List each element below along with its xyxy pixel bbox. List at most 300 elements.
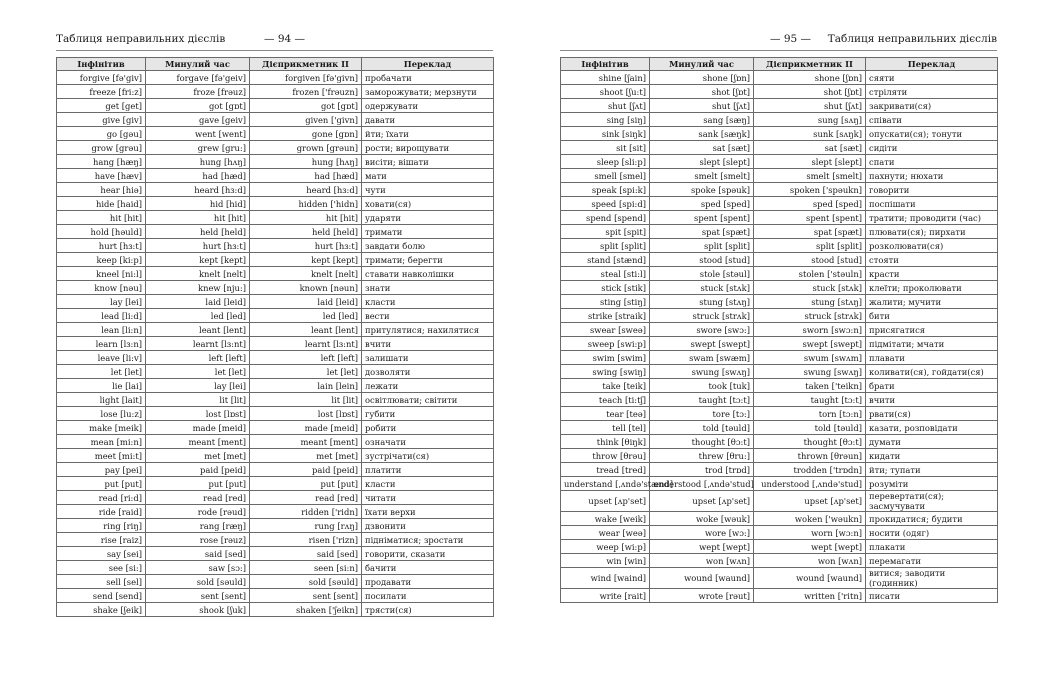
cell-past-simple: sent [sent] — [146, 589, 250, 603]
page-number: — 94 — — [264, 33, 306, 45]
cell-translation: плакати — [866, 540, 998, 554]
cell-infinitive: hide [haid] — [57, 197, 146, 211]
cell-past-participle: swum [swʌm] — [754, 351, 866, 365]
cell-past-simple: rang [ræŋ] — [146, 519, 250, 533]
cell-infinitive: tell [tel] — [561, 421, 650, 435]
cell-translation: тратити; проводити (час) — [866, 211, 998, 225]
cell-past-simple: spoke [spəuk] — [650, 183, 754, 197]
cell-past-simple: lit [lit] — [146, 393, 250, 407]
cell-translation: бити — [866, 309, 998, 323]
cell-past-simple: won [wʌn] — [650, 554, 754, 568]
cell-past-participle: gone [gɒn] — [250, 127, 362, 141]
table-row — [57, 113, 494, 127]
cell-translation: підмітати; мчати — [866, 337, 998, 351]
cell-past-participle: slept [slept] — [754, 155, 866, 169]
cell-infinitive: tread [tred] — [561, 463, 650, 477]
cell-translation: залишати — [362, 351, 494, 365]
cell-infinitive: learn [lɜ:n] — [57, 337, 146, 351]
cell-past-participle: stood [stud] — [754, 253, 866, 267]
cell-past-simple: stood [stud] — [650, 253, 754, 267]
cell-past-simple: swept [swept] — [650, 337, 754, 351]
cell-past-simple: shook [ʃuk] — [146, 603, 250, 617]
cell-translation: брати — [866, 379, 998, 393]
cell-translation: їхати верхи — [362, 505, 494, 519]
table-row — [561, 379, 998, 393]
cell-translation: плавати — [866, 351, 998, 365]
cell-translation: дозволяти — [362, 365, 494, 379]
cell-infinitive: speed [spi:d] — [561, 197, 650, 211]
cell-translation: продавати — [362, 575, 494, 589]
cell-translation: ховати(ся) — [362, 197, 494, 211]
cell-past-participle: read [red] — [250, 491, 362, 505]
cell-past-participle: heard [hɜ:d] — [250, 183, 362, 197]
cell-past-participle: kept [kept] — [250, 253, 362, 267]
cell-past-participle: won [wʌn] — [754, 554, 866, 568]
cell-translation: прокидатися; будити — [866, 512, 998, 526]
table-row — [561, 197, 998, 211]
cell-infinitive: grow [grəu] — [57, 141, 146, 155]
table-row — [561, 127, 998, 141]
cell-past-participle: learnt [lɜ:nt] — [250, 337, 362, 351]
cell-past-participle: wept [wept] — [754, 540, 866, 554]
cell-infinitive: send [send] — [57, 589, 146, 603]
cell-past-participle: hurt [hɜ:t] — [250, 239, 362, 253]
cell-translation: перевертати(ся); засмучувати — [866, 491, 998, 512]
cell-infinitive: sell [sel] — [57, 575, 146, 589]
cell-past-simple: shot [ʃɒt] — [650, 85, 754, 99]
table-row — [57, 519, 494, 533]
cell-infinitive: shoot [ʃu:t] — [561, 85, 650, 99]
cell-past-participle: grown [grəun] — [250, 141, 362, 155]
cell-translation: розуміти — [866, 477, 998, 491]
cell-past-simple: smelt [smelt] — [650, 169, 754, 183]
running-title: Таблиця неправильних дієслів — [827, 33, 997, 45]
cell-past-participle: left [left] — [250, 351, 362, 365]
cell-translation: тримати — [362, 225, 494, 239]
cell-translation: робити — [362, 421, 494, 435]
cell-infinitive: lose [lu:z] — [57, 407, 146, 421]
cell-past-participle: met [met] — [250, 449, 362, 463]
cell-infinitive: shine [ʃain] — [561, 71, 650, 85]
table-row — [561, 211, 998, 225]
cell-past-participle: spoken ['spəukn] — [754, 183, 866, 197]
cell-past-simple: knew [nju:] — [146, 281, 250, 295]
cell-infinitive: hold [həuld] — [57, 225, 146, 239]
cell-past-simple: took [tuk] — [650, 379, 754, 393]
cell-past-participle: worn [wɔ:n] — [754, 526, 866, 540]
cell-infinitive: shut [ʃʌt] — [561, 99, 650, 113]
right-page — [560, 0, 997, 601]
table-row — [57, 253, 494, 267]
cell-infinitive: let [let] — [57, 365, 146, 379]
cell-infinitive: hear [hiə] — [57, 183, 146, 197]
cell-past-simple: lost [lɒst] — [146, 407, 250, 421]
cell-past-participle: risen ['rizn] — [250, 533, 362, 547]
cell-past-simple: wore [wɔ:] — [650, 526, 754, 540]
table-row — [57, 183, 494, 197]
cell-past-participle: said [sed] — [250, 547, 362, 561]
cell-past-participle: meant [ment] — [250, 435, 362, 449]
table-row — [57, 239, 494, 253]
cell-translation: стріляти — [866, 85, 998, 99]
cell-infinitive: swing [swiŋ] — [561, 365, 650, 379]
cell-past-simple: swung [swʌŋ] — [650, 365, 754, 379]
cell-infinitive: understand [ˌʌndə'stænd] — [561, 477, 650, 491]
table-row — [561, 351, 998, 365]
header-past-simple: Минулий час — [146, 58, 250, 71]
cell-infinitive: ring [riŋ] — [57, 519, 146, 533]
cell-infinitive: tear [teə] — [561, 407, 650, 421]
cell-infinitive: shake [ʃeik] — [57, 603, 146, 617]
table-row — [561, 512, 998, 526]
cell-infinitive: throw [θrəu] — [561, 449, 650, 463]
irregular-verbs-table — [560, 57, 998, 603]
header-past-participle: Дієприкметник II — [250, 58, 362, 71]
table-row — [57, 71, 494, 85]
cell-translation: думати — [866, 435, 998, 449]
cell-past-participle: shot [ʃɒt] — [754, 85, 866, 99]
running-title: Таблиця неправильних дієслів — [56, 33, 226, 45]
cell-translation: освітлювати; світити — [362, 393, 494, 407]
cell-infinitive: stand [stænd] — [561, 253, 650, 267]
table-row — [561, 295, 998, 309]
table-row — [561, 554, 998, 568]
table-row — [561, 113, 998, 127]
cell-past-simple: thought [θɔ:t] — [650, 435, 754, 449]
cell-past-simple: grew [gru:] — [146, 141, 250, 155]
table-row — [561, 337, 998, 351]
cell-past-participle: stuck [stʌk] — [754, 281, 866, 295]
cell-translation: стояти — [866, 253, 998, 267]
page-header — [560, 0, 997, 51]
cell-past-simple: left [left] — [146, 351, 250, 365]
cell-past-participle: paid [peid] — [250, 463, 362, 477]
cell-infinitive: sit [sit] — [561, 141, 650, 155]
cell-translation: губити — [362, 407, 494, 421]
cell-past-participle: told [təuld] — [754, 421, 866, 435]
cell-infinitive: lay [lei] — [57, 295, 146, 309]
table-row — [57, 99, 494, 113]
cell-past-simple: heard [hɜ:d] — [146, 183, 250, 197]
table-row — [561, 477, 998, 491]
cell-infinitive: hang [hæŋ] — [57, 155, 146, 169]
cell-translation: писати — [866, 589, 998, 603]
cell-translation: йти; їхати — [362, 127, 494, 141]
cell-past-participle: known [nəun] — [250, 281, 362, 295]
table-row — [57, 491, 494, 505]
cell-infinitive: spit [spit] — [561, 225, 650, 239]
cell-past-participle: seen [si:n] — [250, 561, 362, 575]
cell-past-simple: went [went] — [146, 127, 250, 141]
cell-translation: давати — [362, 113, 494, 127]
table-row — [561, 568, 998, 589]
table-row — [561, 155, 998, 169]
cell-infinitive: write [rait] — [561, 589, 650, 603]
table-row — [57, 575, 494, 589]
cell-translation: пробачати — [362, 71, 494, 85]
cell-past-simple: stole [stəul] — [650, 267, 754, 281]
cell-past-simple: split [split] — [650, 239, 754, 253]
table-row — [57, 281, 494, 295]
cell-translation: сяяти — [866, 71, 998, 85]
cell-infinitive: go [gəu] — [57, 127, 146, 141]
cell-infinitive: keep [ki:p] — [57, 253, 146, 267]
cell-infinitive: stick [stik] — [561, 281, 650, 295]
table-row — [57, 393, 494, 407]
table-row — [561, 365, 998, 379]
cell-translation: класти — [362, 295, 494, 309]
cell-infinitive: leave [li:v] — [57, 351, 146, 365]
table-row — [561, 449, 998, 463]
cell-infinitive: give [giv] — [57, 113, 146, 127]
cell-translation: розколювати(ся) — [866, 239, 998, 253]
cell-past-participle: wound [waund] — [754, 568, 866, 589]
cell-infinitive: weep [wi:p] — [561, 540, 650, 554]
cell-past-participle: ridden ['ridn] — [250, 505, 362, 519]
cell-past-simple: held [held] — [146, 225, 250, 239]
cell-translation: вести — [362, 309, 494, 323]
cell-past-simple: rode [rəud] — [146, 505, 250, 519]
cell-past-participle: upset [ʌp'set] — [754, 491, 866, 512]
table-row — [561, 540, 998, 554]
cell-translation: підніматися; зростати — [362, 533, 494, 547]
cell-translation: красти — [866, 267, 998, 281]
cell-past-simple: paid [peid] — [146, 463, 250, 477]
cell-past-simple: threw [θru:] — [650, 449, 754, 463]
cell-past-participle: leant [lent] — [250, 323, 362, 337]
table-row — [57, 309, 494, 323]
cell-past-simple: woke [wəuk] — [650, 512, 754, 526]
cell-infinitive: lead [li:d] — [57, 309, 146, 323]
cell-past-participle: frozen ['frəuzn] — [250, 85, 362, 99]
cell-infinitive: sting [stiŋ] — [561, 295, 650, 309]
cell-past-participle: forgiven [fə'givn] — [250, 71, 362, 85]
cell-translation: перемагати — [866, 554, 998, 568]
cell-infinitive: upset [ʌp'set] — [561, 491, 650, 512]
cell-past-participle: sold [səuld] — [250, 575, 362, 589]
table-row — [57, 365, 494, 379]
table-row — [57, 267, 494, 281]
table-row — [57, 337, 494, 351]
cell-past-simple: rose [rəuz] — [146, 533, 250, 547]
page-number: — 95 — — [770, 33, 812, 45]
cell-infinitive: lie [lai] — [57, 379, 146, 393]
table-row — [561, 239, 998, 253]
table-row — [561, 225, 998, 239]
cell-past-simple: read [red] — [146, 491, 250, 505]
cell-past-participle: lost [lɒst] — [250, 407, 362, 421]
cell-infinitive: see [si:] — [57, 561, 146, 575]
cell-past-participle: split [split] — [754, 239, 866, 253]
table-row — [57, 85, 494, 99]
cell-past-simple: swore [swɔ:] — [650, 323, 754, 337]
cell-infinitive: make [meik] — [57, 421, 146, 435]
table-row — [561, 99, 998, 113]
cell-past-simple: spent [spent] — [650, 211, 754, 225]
cell-past-participle: spat [spæt] — [754, 225, 866, 239]
cell-infinitive: read [ri:d] — [57, 491, 146, 505]
cell-past-participle: sped [sped] — [754, 197, 866, 211]
cell-past-simple: slept [slept] — [650, 155, 754, 169]
cell-past-simple: got [gɒt] — [146, 99, 250, 113]
left-page — [56, 0, 493, 615]
cell-infinitive: meet [mi:t] — [57, 449, 146, 463]
cell-past-participle: held [held] — [250, 225, 362, 239]
table-row — [57, 477, 494, 491]
cell-translation: коливати(ся), гойдати(ся) — [866, 365, 998, 379]
cell-translation: ударяти — [362, 211, 494, 225]
cell-infinitive: get [get] — [57, 99, 146, 113]
irregular-verbs-table — [56, 57, 494, 617]
cell-past-simple: sank [sæŋk] — [650, 127, 754, 141]
cell-past-simple: gave [geiv] — [146, 113, 250, 127]
table-header-row — [57, 58, 494, 71]
cell-translation: платити — [362, 463, 494, 477]
cell-past-simple: hit [hit] — [146, 211, 250, 225]
cell-past-participle: trodden ['trɒdn] — [754, 463, 866, 477]
cell-infinitive: wear [weə] — [561, 526, 650, 540]
cell-past-participle: got [gɒt] — [250, 99, 362, 113]
cell-past-participle: swung [swʌŋ] — [754, 365, 866, 379]
table-row — [561, 491, 998, 512]
cell-translation: говорити, сказати — [362, 547, 494, 561]
cell-past-simple: swam [swæm] — [650, 351, 754, 365]
cell-past-participle: led [led] — [250, 309, 362, 323]
header-infinitive: Інфінітив — [561, 58, 650, 71]
cell-past-participle: lit [lit] — [250, 393, 362, 407]
cell-past-participle: lain [lein] — [250, 379, 362, 393]
table-row — [57, 351, 494, 365]
cell-translation: сидіти — [866, 141, 998, 155]
cell-past-participle: shut [ʃʌt] — [754, 99, 866, 113]
cell-infinitive: pay [pei] — [57, 463, 146, 477]
cell-past-simple: wept [wept] — [650, 540, 754, 554]
cell-translation: рвати(ся) — [866, 407, 998, 421]
cell-past-participle: spent [spent] — [754, 211, 866, 225]
table-row — [57, 197, 494, 211]
cell-translation: поспішати — [866, 197, 998, 211]
cell-past-participle: taken ['teikn] — [754, 379, 866, 393]
cell-past-participle: laid [leid] — [250, 295, 362, 309]
table-row — [561, 183, 998, 197]
cell-past-participle: smelt [smelt] — [754, 169, 866, 183]
cell-past-participle: hung [hʌŋ] — [250, 155, 362, 169]
cell-translation: класти — [362, 477, 494, 491]
cell-past-participle: sworn [swɔ:n] — [754, 323, 866, 337]
table-row — [57, 449, 494, 463]
cell-translation: зустрічати(ся) — [362, 449, 494, 463]
cell-translation: одержувати — [362, 99, 494, 113]
cell-translation: клеїти; проколювати — [866, 281, 998, 295]
cell-past-simple: struck [strʌk] — [650, 309, 754, 323]
cell-past-participle: thrown [θrəun] — [754, 449, 866, 463]
cell-past-simple: spat [spæt] — [650, 225, 754, 239]
cell-translation: посилати — [362, 589, 494, 603]
page-header — [56, 0, 493, 51]
cell-past-participle: understood [ˌʌndə'stud] — [754, 477, 866, 491]
cell-past-participle: given ['givn] — [250, 113, 362, 127]
cell-translation: тримати; берегти — [362, 253, 494, 267]
cell-past-simple: told [təuld] — [650, 421, 754, 435]
table-row — [57, 225, 494, 239]
cell-translation: закривати(ся) — [866, 99, 998, 113]
cell-past-simple: tore [tɔ:] — [650, 407, 754, 421]
cell-past-simple: hid [hid] — [146, 197, 250, 211]
cell-infinitive: swear [sweə] — [561, 323, 650, 337]
cell-past-participle: stolen ['stəuln] — [754, 267, 866, 281]
cell-past-simple: put [put] — [146, 477, 250, 491]
cell-translation: чути — [362, 183, 494, 197]
cell-past-participle: shone [ʃɒn] — [754, 71, 866, 85]
cell-past-participle: had [hæd] — [250, 169, 362, 183]
cell-infinitive: wake [weik] — [561, 512, 650, 526]
cell-translation: спати — [866, 155, 998, 169]
cell-infinitive: speak [spi:k] — [561, 183, 650, 197]
cell-past-simple: taught [tɔ:t] — [650, 393, 754, 407]
cell-infinitive: put [put] — [57, 477, 146, 491]
table-row — [561, 267, 998, 281]
cell-past-participle: shaken ['ʃeikn] — [250, 603, 362, 617]
cell-translation: співати — [866, 113, 998, 127]
cell-infinitive: hurt [hɜ:t] — [57, 239, 146, 253]
header-infinitive: Інфінітив — [57, 58, 146, 71]
table-row — [561, 393, 998, 407]
cell-translation: дзвонити — [362, 519, 494, 533]
cell-past-participle: rung [rʌŋ] — [250, 519, 362, 533]
cell-past-simple: stung [stʌŋ] — [650, 295, 754, 309]
cell-past-simple: met [met] — [146, 449, 250, 463]
cell-past-participle: hit [hit] — [250, 211, 362, 225]
cell-infinitive: sleep [sli:p] — [561, 155, 650, 169]
cell-translation: читати — [362, 491, 494, 505]
cell-infinitive: lean [li:n] — [57, 323, 146, 337]
cell-past-simple: sat [sæt] — [650, 141, 754, 155]
cell-infinitive: swim [swim] — [561, 351, 650, 365]
cell-past-participle: woken ['wəukn] — [754, 512, 866, 526]
table-row — [561, 281, 998, 295]
table-row — [57, 211, 494, 225]
table-row — [57, 169, 494, 183]
table-row — [57, 421, 494, 435]
table-row — [57, 547, 494, 561]
table-row — [561, 253, 998, 267]
cell-translation: вчити — [866, 393, 998, 407]
cell-past-simple: led [led] — [146, 309, 250, 323]
cell-infinitive: sweep [swi:p] — [561, 337, 650, 351]
cell-past-simple: hurt [hɜ:t] — [146, 239, 250, 253]
cell-past-participle: knelt [nelt] — [250, 267, 362, 281]
cell-translation: завдати болю — [362, 239, 494, 253]
cell-infinitive: take [teik] — [561, 379, 650, 393]
cell-past-participle: hidden ['hidn] — [250, 197, 362, 211]
cell-infinitive: steal [sti:l] — [561, 267, 650, 281]
table-row — [561, 85, 998, 99]
cell-past-simple: meant [ment] — [146, 435, 250, 449]
cell-past-simple: upset [ʌp'set] — [650, 491, 754, 512]
cell-past-simple: wrote [rəut] — [650, 589, 754, 603]
cell-past-participle: made [meid] — [250, 421, 362, 435]
cell-past-simple: wound [waund] — [650, 568, 754, 589]
header-translation: Переклад — [362, 58, 494, 71]
table-row — [57, 505, 494, 519]
cell-translation: знати — [362, 281, 494, 295]
cell-past-participle: thought [θɔ:t] — [754, 435, 866, 449]
cell-infinitive: mean [mi:n] — [57, 435, 146, 449]
table-row — [57, 379, 494, 393]
cell-past-simple: made [meid] — [146, 421, 250, 435]
header-translation: Переклад — [866, 58, 998, 71]
table-row — [57, 407, 494, 421]
